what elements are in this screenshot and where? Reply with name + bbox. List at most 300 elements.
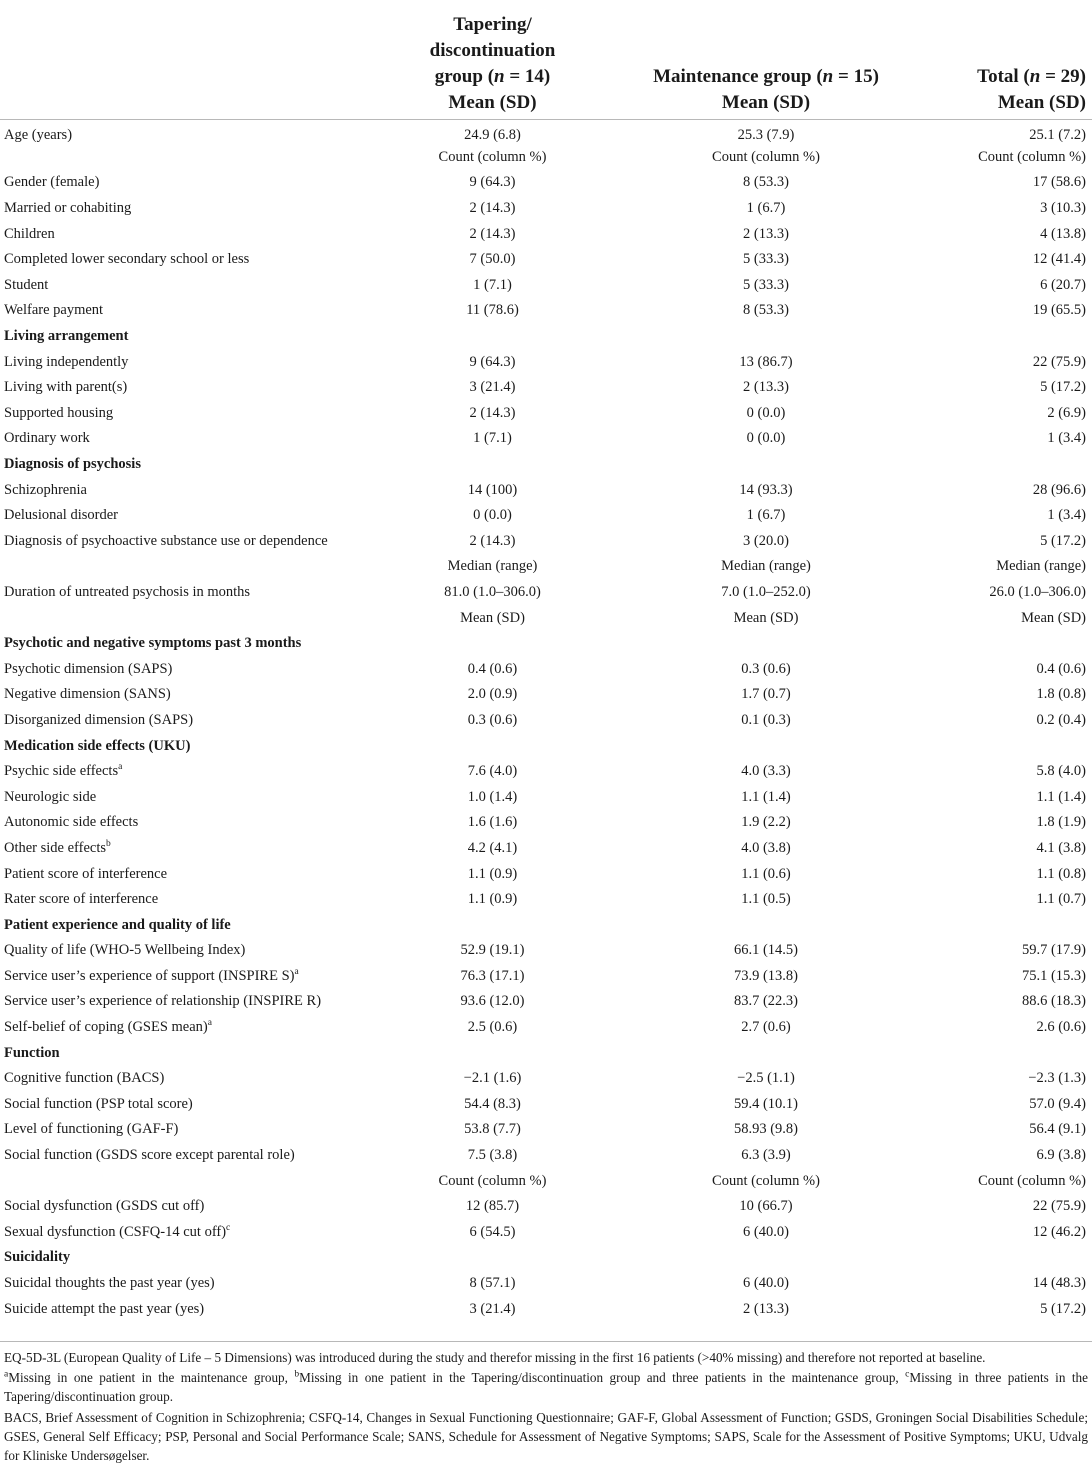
row-label: [0, 452, 400, 478]
maintenance-value: 4.0 (3.3): [741, 763, 791, 780]
row-label: [0, 221, 400, 247]
row-label-text: Gender (female): [4, 174, 100, 191]
tapering-value: 2 (14.3): [469, 200, 516, 217]
table-row: [0, 554, 1092, 580]
table-row: [0, 1066, 1092, 1092]
tapering-value: 24.9 (6.8): [464, 126, 521, 143]
table-row: [0, 119, 1092, 145]
total-value: [947, 733, 1092, 759]
row-label: [0, 298, 400, 324]
footnote-marker: a: [4, 1369, 9, 1380]
total-value: 1 (3.4): [1047, 430, 1086, 447]
tapering-value: 12 (85.7): [465, 1198, 520, 1215]
row-label: [0, 733, 400, 759]
table-row: [0, 656, 1092, 682]
row-label: [0, 759, 400, 785]
total-value: Count (column %): [978, 148, 1086, 165]
table-row: [0, 580, 1092, 606]
total-value: 22 (75.9): [1032, 1198, 1086, 1215]
header-label-column: [0, 0, 400, 119]
footnote-marker: a: [118, 762, 123, 773]
footnote-marker: c: [905, 1369, 910, 1380]
total-value: 25.1 (7.2): [1029, 126, 1086, 143]
table-row: [0, 964, 1092, 990]
row-label: [0, 247, 400, 273]
row-label: [0, 887, 400, 913]
table-row: [0, 810, 1092, 836]
row-label-text: Negative dimension (SANS): [4, 686, 171, 703]
row-label-text: Social function (GSDS score except parental role): [4, 1147, 295, 1164]
row-label: [0, 682, 400, 708]
row-label: [0, 375, 400, 401]
row-label: [0, 145, 400, 171]
row-label: [0, 1040, 400, 1066]
table-row: [0, 605, 1092, 631]
maintenance-value: [585, 733, 947, 759]
header-text: = 14): [504, 65, 551, 87]
tapering-value: 11 (78.6): [466, 302, 519, 319]
header-text: = 15): [833, 65, 879, 87]
total-value: 1.1 (1.4): [1036, 788, 1086, 805]
maintenance-value: 1.1 (1.4): [741, 788, 791, 805]
row-label-text: Ordinary work: [4, 430, 90, 447]
row-label-text: Service user’s experience of support (INSPIRE S): [4, 967, 295, 984]
row-label-text: Suicide attempt the past year (yes): [4, 1300, 205, 1317]
row-label: [0, 580, 400, 606]
tapering-value: 1 (7.1): [473, 276, 512, 293]
row-label-text: Delusional disorder: [4, 507, 118, 524]
tapering-value: 14 (100): [467, 481, 518, 498]
tapering-value: 76.3 (17.1): [460, 967, 525, 984]
table-row: [0, 1092, 1092, 1118]
table-row: [0, 836, 1092, 862]
row-label: [0, 912, 400, 938]
maintenance-value: 0.1 (0.3): [741, 711, 791, 728]
section-header-row: [0, 733, 1092, 759]
row-label-text: Sexual dysfunction (CSFQ-14 cut off): [4, 1223, 227, 1240]
row-label-text: Suicidal thoughts the past year (yes): [4, 1275, 215, 1292]
maintenance-value: 8 (53.3): [743, 302, 789, 319]
tapering-value: 2 (14.3): [469, 404, 516, 421]
row-label-text: Married or cohabiting: [4, 200, 132, 217]
row-label: [0, 861, 400, 887]
section-header-row: [0, 324, 1092, 350]
tapering-value: 53.8 (7.7): [464, 1121, 521, 1138]
total-value: 5 (17.2): [1040, 379, 1086, 396]
tapering-value: 6 (54.5): [469, 1223, 516, 1240]
maintenance-value: Mean (SD): [733, 609, 799, 626]
maintenance-value: 0.3 (0.6): [741, 660, 791, 677]
table-row: [0, 1271, 1092, 1297]
maintenance-value: [585, 324, 947, 350]
total-value: 4 (13.8): [1040, 225, 1086, 242]
table-row: [0, 1168, 1092, 1194]
header-n-symbol: n: [1029, 65, 1041, 87]
tapering-value: 7.6 (4.0): [467, 763, 518, 780]
maintenance-value: 73.9 (13.8): [733, 967, 799, 984]
row-label-text: Diagnosis of psychosis: [4, 456, 141, 473]
row-label-text: Living arrangement: [4, 328, 129, 345]
row-label-text: Psychic side effects: [4, 763, 119, 780]
tapering-value: [400, 1245, 585, 1271]
tapering-value: 3 (21.4): [469, 379, 516, 396]
header-text: discontinuation: [429, 39, 556, 61]
total-value: 3 (10.3): [1040, 200, 1086, 217]
total-value: [947, 324, 1092, 350]
tapering-value: 1.1 (0.9): [467, 891, 518, 908]
table-row: [0, 759, 1092, 785]
row-label-text: Living independently: [4, 353, 129, 370]
total-value: 59.7 (17.9): [1021, 942, 1086, 959]
table-row: [0, 529, 1092, 555]
table-row: [0, 170, 1092, 196]
table-row: [0, 784, 1092, 810]
tapering-value: 93.6 (12.0): [460, 993, 525, 1010]
row-label: [0, 1117, 400, 1143]
maintenance-value: 10 (66.7): [739, 1198, 793, 1215]
row-label: [0, 1168, 400, 1194]
row-label: [0, 1092, 400, 1118]
footnote-marker: b: [294, 1369, 300, 1380]
maintenance-value: 2.7 (0.6): [741, 1019, 791, 1036]
row-label-text: Other side effects: [4, 839, 106, 856]
total-value: 1.1 (0.7): [1036, 891, 1086, 908]
maintenance-value: [585, 452, 947, 478]
row-label: [0, 273, 400, 299]
header-text: Maintenance group (: [653, 65, 823, 87]
total-value: 12 (46.2): [1032, 1223, 1086, 1240]
row-label-text: Suicidality: [4, 1249, 71, 1266]
row-label: [0, 938, 400, 964]
header-text: Mean (SD): [997, 91, 1086, 113]
tapering-value: Mean (SD): [460, 609, 525, 626]
row-label-text: Duration of untreated psychosis in months: [4, 583, 251, 600]
maintenance-value: 0 (0.0): [746, 404, 786, 421]
tapering-value: [400, 733, 585, 759]
row-label-text: Living with parent(s): [4, 379, 128, 396]
tapering-value: 2.0 (0.9): [467, 686, 518, 703]
table-row: [0, 1194, 1092, 1220]
row-label: [0, 964, 400, 990]
footnote-text: Missing in three patients in the Tapering/discontinuation group.: [4, 1370, 1088, 1405]
row-label-text: Disorganized dimension (SAPS): [4, 711, 194, 728]
maintenance-value: 1.1 (0.6): [741, 865, 791, 882]
row-label: [0, 836, 400, 862]
tapering-value: [400, 631, 585, 657]
maintenance-value: 7.0 (1.0–252.0): [721, 583, 811, 600]
maintenance-value: 13 (86.7): [739, 353, 793, 370]
tapering-value: 0.4 (0.6): [467, 660, 518, 677]
header-text: Total (: [977, 65, 1030, 87]
row-label-text: Student: [4, 276, 49, 293]
table-row: [0, 401, 1092, 427]
table-row: [0, 708, 1092, 734]
table-row: [0, 273, 1092, 299]
row-label-text: Children: [4, 225, 55, 242]
maintenance-value: 59.4 (10.1): [733, 1095, 799, 1112]
row-label-text: Supported housing: [4, 404, 114, 421]
row-label-text: Level of functioning (GAF-F): [4, 1121, 179, 1138]
row-label: [0, 401, 400, 427]
footnote-marker: a: [207, 1018, 212, 1029]
total-value: [947, 912, 1092, 938]
maintenance-value: 1 (6.7): [746, 200, 786, 217]
header-text: Mean (SD): [448, 91, 537, 113]
maintenance-value: [585, 1245, 947, 1271]
row-label-text: Age (years): [4, 126, 73, 143]
eq5d-note: EQ-5D-3L (European Quality of Life – 5 Dimensions) was introduced during the study and therefor missing in the first 16 patients (>40% missing) and therefore not reported at baseline.: [4, 1350, 986, 1365]
tapering-value: 1.6 (1.6): [467, 814, 518, 831]
table-row: [0, 221, 1092, 247]
maintenance-value: 4.0 (3.8): [741, 839, 791, 856]
row-label: [0, 1271, 400, 1297]
header-total: [947, 0, 1092, 119]
tapering-value: 8 (57.1): [469, 1275, 516, 1292]
tapering-value: 81.0 (1.0–306.0): [444, 583, 541, 600]
header-n-symbol: n: [494, 65, 505, 87]
row-label-text: Social function (PSP total score): [4, 1095, 193, 1112]
maintenance-value: 5 (33.3): [743, 251, 789, 268]
tapering-value: 2.5 (0.6): [467, 1019, 518, 1036]
table-row: [0, 349, 1092, 375]
table-row: [0, 682, 1092, 708]
row-label-text: Psychotic dimension (SAPS): [4, 660, 173, 677]
abbreviations-note: BACS, Brief Assessment of Cognition in Schizophrenia; CSFQ-14, Changes in Sexual Functioning Questionnaire; GAF-F, Global Assessment of Function; GSDS, Groningen Social Disabilities Schedule; GSES, General Self Efficacy; PSP, Personal and Social Performance Scale; SANS, Schedule for Assessment of Negative Symptoms; SAPS, Scale for the Assessment of Positive Symptoms; UKU, Udvalg for Kliniske Undersøgelser.: [4, 1409, 1088, 1464]
total-value: 6 (20.7): [1040, 276, 1086, 293]
footnote-marker: a: [294, 967, 299, 978]
table-row: [0, 196, 1092, 222]
total-value: Mean (SD): [1021, 609, 1086, 626]
total-value: 0.4 (0.6): [1036, 660, 1086, 677]
row-label: [0, 1143, 400, 1169]
maintenance-value: 1.9 (2.2): [741, 814, 791, 831]
tapering-value: 7 (50.0): [469, 251, 516, 268]
total-value: 4.1 (3.8): [1036, 839, 1086, 856]
table-body: [0, 119, 1092, 1322]
maintenance-value: Count (column %): [712, 148, 820, 165]
row-label: [0, 810, 400, 836]
total-value: 19 (65.5): [1032, 302, 1086, 319]
maintenance-value: Median (range): [721, 558, 811, 575]
table-row: [0, 1296, 1092, 1322]
row-label: [0, 784, 400, 810]
footnote-text: Missing in one patient in the maintenance group,: [8, 1370, 295, 1386]
row-label-text: Diagnosis of psychoactive substance use or dependence: [4, 532, 328, 549]
tapering-value: 0 (0.0): [473, 507, 512, 524]
total-value: Count (column %): [978, 1172, 1086, 1189]
row-label-text: Service user’s experience of relationship (INSPIRE R): [4, 993, 322, 1010]
row-label-text: Quality of life (WHO-5 Wellbeing Index): [4, 942, 246, 959]
tapering-value: 7.5 (3.8): [467, 1147, 518, 1164]
tapering-value: 9 (64.3): [469, 174, 516, 191]
table-row: [0, 887, 1092, 913]
row-label-text: Schizophrenia: [4, 481, 87, 498]
header-text: = 29): [1040, 65, 1086, 87]
header-text: group (: [434, 65, 495, 87]
maintenance-value: 2 (13.3): [743, 225, 789, 242]
tapering-value: 1 (7.1): [473, 430, 512, 447]
section-header-row: [0, 912, 1092, 938]
total-value: 88.6 (18.3): [1021, 993, 1086, 1010]
total-value: 1 (3.4): [1047, 507, 1086, 524]
total-value: 2.6 (0.6): [1036, 1019, 1086, 1036]
row-label-text: Patient experience and quality of life: [4, 916, 231, 933]
maintenance-value: 25.3 (7.9): [737, 126, 795, 143]
tapering-value: [400, 324, 585, 350]
section-header-row: [0, 1245, 1092, 1271]
row-label: [0, 631, 400, 657]
tapering-value: Median (range): [447, 558, 538, 575]
row-label: [0, 349, 400, 375]
tapering-value: −2.1 (1.6): [463, 1070, 522, 1087]
table-row: [0, 989, 1092, 1015]
total-value: 6.9 (3.8): [1036, 1147, 1086, 1164]
footnote-text: Missing in one patient in the Tapering/discontinuation group and three patients in the maintenance group,: [299, 1370, 906, 1386]
row-label-text: Psychotic and negative symptoms past 3 months: [4, 635, 302, 652]
row-label-text: Welfare payment: [4, 302, 104, 319]
table-row: [0, 375, 1092, 401]
table-row: [0, 938, 1092, 964]
total-value: 57.0 (9.4): [1029, 1095, 1086, 1112]
row-label: [0, 656, 400, 682]
header-maintenance-group: [585, 0, 947, 119]
row-label-text: Rater score of interference: [4, 891, 159, 908]
footnote-marker: b: [106, 839, 111, 850]
maintenance-value: 0 (0.0): [746, 430, 786, 447]
row-label: [0, 1194, 400, 1220]
tapering-value: 1.1 (0.9): [467, 865, 518, 882]
row-label-text: Neurologic side: [4, 788, 97, 805]
tapering-value: Count (column %): [438, 1172, 547, 1189]
header-row: [0, 0, 1092, 119]
row-label: [0, 324, 400, 350]
total-value: 1.8 (0.8): [1036, 686, 1086, 703]
row-label: [0, 989, 400, 1015]
table-row: [0, 1117, 1092, 1143]
row-label: [0, 503, 400, 529]
total-value: 75.1 (15.3): [1021, 967, 1086, 984]
maintenance-value: 1.7 (0.7): [741, 686, 791, 703]
maintenance-value: 66.1 (14.5): [733, 942, 799, 959]
maintenance-value: [585, 1040, 947, 1066]
header-n-symbol: n: [822, 65, 834, 87]
total-value: 56.4 (9.1): [1029, 1121, 1086, 1138]
tapering-value: 52.9 (19.1): [460, 942, 525, 959]
tapering-value: [400, 912, 585, 938]
row-label: [0, 1220, 400, 1246]
total-value: −2.3 (1.3): [1028, 1070, 1086, 1087]
row-label: [0, 170, 400, 196]
row-label: [0, 529, 400, 555]
total-value: 1.1 (0.8): [1036, 865, 1086, 882]
table-row: [0, 1220, 1092, 1246]
row-label-text: Function: [4, 1044, 60, 1061]
maintenance-value: 5 (33.3): [743, 276, 789, 293]
total-value: 5 (17.2): [1040, 532, 1086, 549]
total-value: 28 (96.6): [1032, 481, 1086, 498]
tapering-value: 1.0 (1.4): [467, 788, 518, 805]
tapering-value: 4.2 (4.1): [467, 839, 518, 856]
header-text: Mean (SD): [721, 91, 811, 113]
table-row: [0, 1143, 1092, 1169]
maintenance-value: 83.7 (22.3): [733, 993, 799, 1010]
tapering-value: 3 (21.4): [469, 1300, 516, 1317]
row-label: [0, 1245, 400, 1271]
tapering-value: 9 (64.3): [469, 353, 516, 370]
total-value: 14 (48.3): [1032, 1275, 1086, 1292]
row-label-text: Autonomic side effects: [4, 814, 139, 831]
total-value: Median (range): [996, 558, 1086, 575]
table-row: [0, 298, 1092, 324]
row-label: [0, 554, 400, 580]
table-row: [0, 503, 1092, 529]
row-label: [0, 1066, 400, 1092]
section-header-row: [0, 1040, 1092, 1066]
row-label-text: Self-belief of coping (GSES mean): [4, 1019, 208, 1036]
row-label-text: Cognitive function (BACS): [4, 1070, 165, 1087]
section-header-row: [0, 631, 1092, 657]
row-label: [0, 605, 400, 631]
maintenance-value: 58.93 (9.8): [733, 1121, 799, 1138]
maintenance-value: 3 (20.0): [743, 532, 789, 549]
table-row: [0, 477, 1092, 503]
row-label: [0, 708, 400, 734]
row-label-text: Patient score of interference: [4, 865, 168, 882]
header-tapering-group: [400, 0, 585, 119]
table-row: [0, 426, 1092, 452]
header-text: Tapering/: [453, 13, 532, 35]
maintenance-value: 6 (40.0): [743, 1275, 789, 1292]
tapering-value: [400, 1040, 585, 1066]
table-row: [0, 145, 1092, 171]
total-value: [947, 631, 1092, 657]
maintenance-value: 14 (93.3): [739, 481, 793, 498]
row-label: [0, 477, 400, 503]
footnote-marker: c: [226, 1223, 231, 1233]
maintenance-value: 2 (13.3): [743, 1300, 789, 1317]
maintenance-value: [585, 631, 947, 657]
tapering-value: [400, 452, 585, 478]
total-value: 5.8 (4.0): [1036, 763, 1086, 780]
maintenance-value: 1.1 (0.5): [741, 891, 791, 908]
row-label-text: Medication side effects (UKU): [4, 737, 191, 754]
missing-data-notes: [4, 1368, 1088, 1406]
maintenance-value: 6.3 (3.9): [741, 1147, 791, 1164]
total-value: 22 (75.9): [1032, 353, 1086, 370]
table-row: [0, 861, 1092, 887]
tapering-value: 2 (14.3): [469, 225, 516, 242]
row-label: [0, 426, 400, 452]
total-value: 0.2 (0.4): [1036, 711, 1086, 728]
maintenance-value: 8 (53.3): [743, 174, 789, 191]
maintenance-value: 1 (6.7): [746, 507, 786, 524]
table-row: [0, 1015, 1092, 1041]
row-label: [0, 119, 400, 145]
table-bottom-rule: [0, 1341, 1092, 1342]
total-value: [947, 1040, 1092, 1066]
total-value: 5 (17.2): [1040, 1300, 1086, 1317]
tapering-value: Count (column %): [438, 148, 547, 165]
total-value: 1.8 (1.9): [1036, 814, 1086, 831]
table-row: [0, 247, 1092, 273]
row-label-text: Completed lower secondary school or less: [4, 251, 250, 268]
total-value: [947, 1245, 1092, 1271]
total-value: 26.0 (1.0–306.0): [989, 583, 1086, 600]
total-value: [947, 452, 1092, 478]
total-value: 12 (41.4): [1032, 251, 1086, 268]
section-header-row: [0, 452, 1092, 478]
row-label-text: Social dysfunction (GSDS cut off): [4, 1198, 205, 1215]
